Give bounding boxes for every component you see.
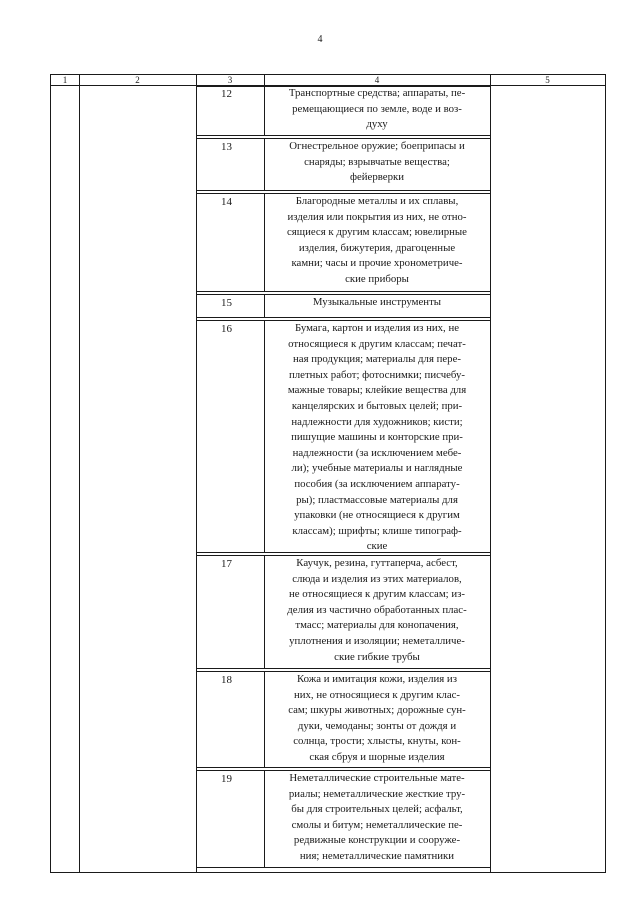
- row-19-line: ния; неметаллические памятники: [299, 849, 455, 862]
- row-17-line: уплотнения и изоляции; неметалличе-: [289, 634, 465, 647]
- row-17-line: Каучук, резина, гуттаперча, асбест,: [296, 557, 458, 569]
- row-box-bottom: [196, 668, 490, 669]
- row-16-line: относящиеся к другим классам; печат-: [288, 337, 466, 350]
- row-16-line: канцелярских и бытовых целей; при-: [291, 399, 463, 412]
- row-16-line: классам); шрифты; клише типограф-: [292, 524, 462, 537]
- row-17-line: не относящиеся к другим классам; из-: [289, 588, 465, 601]
- row-16-line: пишущие машины и конторские при-: [291, 431, 463, 444]
- row-16-line: ские: [366, 540, 388, 553]
- header-col-4: 4: [374, 75, 380, 85]
- row-19-line: риалы; неметаллические жесткие тру-: [288, 787, 466, 800]
- row-17-line: тмасс; материалы для конопачения,: [295, 619, 459, 632]
- row-16-line: ры); пластмассовые материалы для: [296, 493, 458, 506]
- row-12-text: [264, 86, 490, 133]
- row-19-line: смолы и битум; неметаллические пе-: [291, 818, 463, 831]
- row-18-line: солнца, трости; хлысты, кнуты, кон-: [293, 735, 461, 748]
- header-col-1: 1: [62, 75, 68, 85]
- column-divider: [79, 74, 80, 872]
- row-18-number: 18: [221, 674, 232, 686]
- row-19-line: бы для строительных целей; асфальт,: [291, 803, 463, 816]
- row-16-line: ная продукция; материалы для пере-: [293, 353, 461, 366]
- row-19-line: редвижные конструкции и сооруже-: [293, 834, 461, 847]
- row-16-line: ли); учебные материалы и наглядные: [291, 462, 463, 475]
- header-col-2: 2: [135, 75, 140, 85]
- row-16-line: плетных работ; фотоснимки; писчебу-: [289, 368, 465, 381]
- row-14-line: изделия или покрытия из них, не отно-: [287, 210, 467, 223]
- row-18-line: дуки, чемоданы; зонты от дождя и: [297, 719, 457, 732]
- row-13-text: [264, 139, 490, 186]
- row-19-text: [264, 771, 490, 865]
- page-number: 4: [317, 34, 323, 45]
- row-14-line: изделия, бижутерия, драгоценные: [298, 241, 456, 254]
- row-box-bottom: [196, 135, 490, 136]
- row-box-bottom: [196, 767, 490, 768]
- row-18-line: ская сбруя и шорные изделия: [309, 750, 445, 763]
- row-12-line: Транспортные средства; аппараты, пе-: [288, 87, 466, 99]
- row-13-line: снаряды; взрывчатые вещества;: [304, 155, 450, 168]
- row-15-number: 15: [221, 297, 232, 309]
- row-16-line: упаковки (не относящиеся к другим: [294, 509, 460, 522]
- row-box-bottom: [196, 867, 490, 868]
- row-14-number: 14: [221, 196, 232, 208]
- row-box-bottom: [196, 190, 490, 191]
- row-13-line: Огнестрельное оружие; боеприпасы и: [289, 140, 465, 152]
- row-17-line: ские гибкие трубы: [334, 650, 420, 663]
- row-box-bottom: [196, 291, 490, 292]
- row-16-line: мажные товары; клейкие вещества для: [287, 384, 467, 397]
- row-12-line: ремещающиеся по земле, воде и воз-: [292, 102, 462, 115]
- row-12-number: 12: [221, 88, 232, 100]
- row-18-line: сам; шкуры животных; дорожные сун-: [288, 704, 466, 717]
- row-16-line: пособия (за исключением аппарату-: [294, 477, 460, 490]
- row-17-text: [264, 556, 490, 665]
- row-14-line: камни; часы и прочие хронометриче-: [291, 257, 463, 270]
- row-16-line: надлежности (за исключением мебе-: [292, 446, 462, 459]
- row-16-text: [264, 321, 490, 555]
- row-18-text: [264, 672, 490, 766]
- column-divider: [490, 74, 491, 872]
- row-14-line: ские приборы: [345, 272, 409, 285]
- table-border-left: [50, 74, 51, 873]
- row-14-line: Благородные металлы и их сплавы,: [295, 195, 459, 207]
- row-17-line: делия из частично обработанных плас-: [287, 603, 467, 616]
- header-col-3: 3: [227, 75, 233, 85]
- row-14-line: сящиеся к другим классам; ювелирные: [287, 226, 467, 239]
- row-17-number: 17: [221, 558, 232, 570]
- row-19-number: 19: [221, 773, 232, 785]
- row-16-line: надлежности для художников; кисти;: [291, 415, 463, 428]
- table-border-right: [605, 74, 606, 873]
- row-15-text: [264, 295, 490, 311]
- row-18-line: них, не относящиеся к другим клас-: [293, 688, 461, 701]
- row-14-text: [264, 194, 490, 288]
- row-13-line: фейерверки: [349, 171, 404, 184]
- row-18-line: Кожа и имитация кожи, изделия из: [297, 673, 457, 685]
- row-12-line: духу: [366, 118, 388, 131]
- row-16-line: Бумага, картон и изделия из них, не: [294, 322, 460, 334]
- table-border-bottom: [50, 872, 606, 873]
- row-13-number: 13: [221, 141, 232, 153]
- row-19-line: Неметаллические строительные мате-: [289, 772, 465, 784]
- row-box-bottom: [196, 317, 490, 318]
- header-col-5: 5: [545, 75, 550, 85]
- row-17-line: слюда и изделия из этих материалов,: [292, 572, 462, 585]
- row-15-line: Музыкальные инструменты: [312, 296, 442, 308]
- row-16-number: 16: [221, 323, 232, 335]
